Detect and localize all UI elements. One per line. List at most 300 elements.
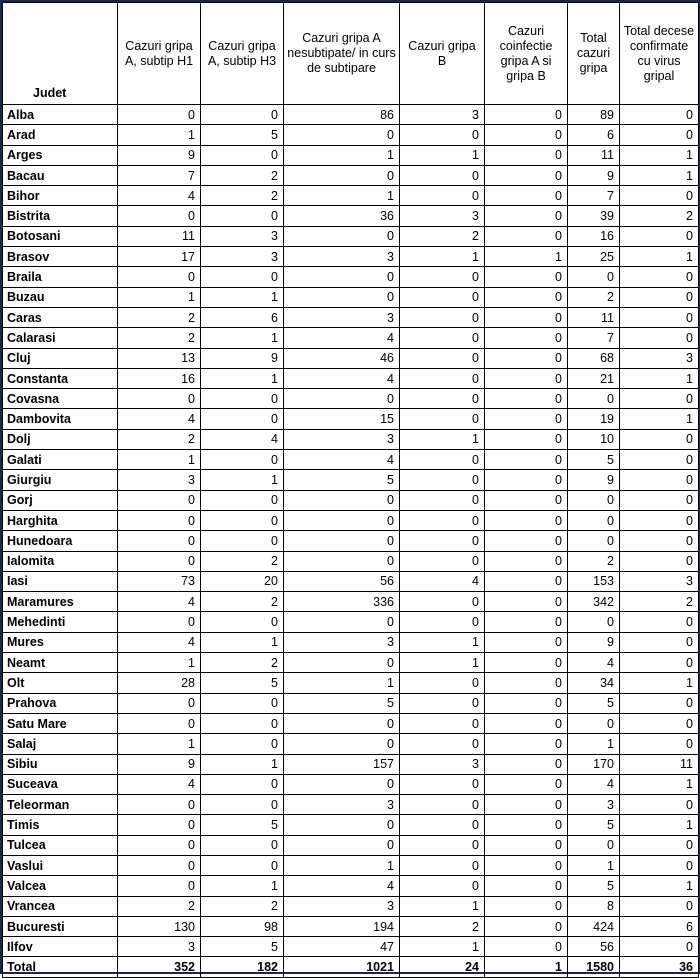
cell-coinfectie: 0: [485, 531, 568, 551]
cell-total-decese: 0: [620, 531, 699, 551]
cell-nesubtipate: 1: [284, 145, 400, 165]
cell-nesubtipate: 0: [284, 734, 400, 754]
cell-total-cazuri: 2: [568, 287, 620, 307]
table-row: [3, 937, 699, 957]
cell-h1: 9: [118, 754, 201, 774]
table-row: [3, 429, 699, 449]
cell-h1: 9: [118, 145, 201, 165]
cell-total-decese: 11: [620, 754, 699, 774]
cell-coinfectie: 0: [485, 429, 568, 449]
cell-total-decese: 0: [620, 795, 699, 815]
cell-h1: 4: [118, 186, 201, 206]
cell-judet: Gorj: [3, 490, 118, 510]
cell-coinfectie: 0: [485, 734, 568, 754]
cell-gripa-b: 0: [400, 693, 485, 713]
cell-total-decese: 1: [620, 165, 699, 185]
cell-total-cazuri: 170: [568, 754, 620, 774]
cell-total-decese: 1: [620, 247, 699, 267]
total-nesubtipate: 1021: [284, 957, 400, 977]
table-row: [3, 490, 699, 510]
table-row: [3, 165, 699, 185]
table-row: [3, 916, 699, 936]
cell-h3: 1: [201, 632, 284, 652]
cell-h3: 1: [201, 287, 284, 307]
cell-h1: 1: [118, 287, 201, 307]
cell-h3: 0: [201, 409, 284, 429]
cell-total-decese: 0: [620, 389, 699, 409]
cell-total-decese: 1: [620, 368, 699, 388]
cell-gripa-b: 0: [400, 551, 485, 571]
cell-h1: 16: [118, 368, 201, 388]
cell-total-decese: 0: [620, 490, 699, 510]
cell-gripa-b: 3: [400, 206, 485, 226]
cell-coinfectie: 0: [485, 693, 568, 713]
cell-gripa-b: 0: [400, 470, 485, 490]
cell-h3: 1: [201, 470, 284, 490]
cell-judet: Olt: [3, 673, 118, 693]
cell-total-cazuri: 0: [568, 835, 620, 855]
cell-nesubtipate: 0: [284, 389, 400, 409]
cell-gripa-b: 0: [400, 287, 485, 307]
cell-total-cazuri: 7: [568, 328, 620, 348]
cell-h3: 0: [201, 713, 284, 733]
cell-nesubtipate: 4: [284, 368, 400, 388]
cell-nesubtipate: 1: [284, 673, 400, 693]
cell-h3: 0: [201, 795, 284, 815]
cell-coinfectie: 0: [485, 307, 568, 327]
cell-nesubtipate: 0: [284, 612, 400, 632]
cell-gripa-b: 0: [400, 795, 485, 815]
cell-total-decese: 0: [620, 450, 699, 470]
table-row: [3, 510, 699, 530]
cell-judet: Tulcea: [3, 835, 118, 855]
table-row: [3, 287, 699, 307]
table-row: [3, 450, 699, 470]
cell-nesubtipate: 1: [284, 186, 400, 206]
cell-total-decese: 6: [620, 916, 699, 936]
cell-h1: 1: [118, 734, 201, 754]
cell-judet: Bacau: [3, 165, 118, 185]
cell-judet: Caras: [3, 307, 118, 327]
cell-judet: Arad: [3, 125, 118, 145]
cell-total-cazuri: 21: [568, 368, 620, 388]
cell-judet: Giurgiu: [3, 470, 118, 490]
cell-total-decese: 0: [620, 470, 699, 490]
cell-nesubtipate: 3: [284, 247, 400, 267]
header-judet: Judet: [3, 3, 118, 105]
cell-h1: 2: [118, 429, 201, 449]
cell-coinfectie: 0: [485, 105, 568, 125]
cell-gripa-b: 1: [400, 653, 485, 673]
cell-h3: 98: [201, 916, 284, 936]
cell-total-cazuri: 7: [568, 186, 620, 206]
cell-total-cazuri: 11: [568, 307, 620, 327]
cell-total-decese: 0: [620, 896, 699, 916]
table-row: [3, 612, 699, 632]
cell-coinfectie: 0: [485, 855, 568, 875]
cell-nesubtipate: 0: [284, 653, 400, 673]
cell-nesubtipate: 157: [284, 754, 400, 774]
cell-judet: Maramures: [3, 592, 118, 612]
cell-judet: Salaj: [3, 734, 118, 754]
cell-gripa-b: 0: [400, 450, 485, 470]
cell-coinfectie: 0: [485, 835, 568, 855]
cell-coinfectie: 0: [485, 876, 568, 896]
cell-h3: 0: [201, 145, 284, 165]
table-row: [3, 307, 699, 327]
cell-judet: Valcea: [3, 876, 118, 896]
cell-h1: 0: [118, 713, 201, 733]
cell-h3: 1: [201, 754, 284, 774]
cell-judet: Teleorman: [3, 795, 118, 815]
table-body: [3, 105, 699, 978]
cell-total-decese: 0: [620, 612, 699, 632]
table-row: [3, 125, 699, 145]
cell-h1: 0: [118, 531, 201, 551]
cell-coinfectie: 0: [485, 896, 568, 916]
cell-total-cazuri: 9: [568, 165, 620, 185]
cell-gripa-b: 2: [400, 916, 485, 936]
cell-h3: 2: [201, 896, 284, 916]
cell-coinfectie: 0: [485, 389, 568, 409]
header-row: [3, 3, 699, 105]
cell-total-decese: 0: [620, 510, 699, 530]
table-row: [3, 531, 699, 551]
cell-coinfectie: 0: [485, 774, 568, 794]
header-gripa-a-nesubtipate: Cazuri gripa A nesubtipate/ in curs de subtipare: [284, 3, 400, 105]
cell-coinfectie: 0: [485, 206, 568, 226]
table-row: [3, 186, 699, 206]
cell-total-decese: 0: [620, 186, 699, 206]
cell-h3: 3: [201, 247, 284, 267]
cell-judet: Dolj: [3, 429, 118, 449]
cell-h1: 0: [118, 855, 201, 875]
cell-total-decese: 1: [620, 815, 699, 835]
cell-total-cazuri: 0: [568, 267, 620, 287]
cell-coinfectie: 0: [485, 937, 568, 957]
cell-total-decese: 0: [620, 835, 699, 855]
cell-h1: 4: [118, 409, 201, 429]
cell-gripa-b: 0: [400, 835, 485, 855]
cell-h1: 0: [118, 267, 201, 287]
cell-coinfectie: 0: [485, 348, 568, 368]
table-row: [3, 713, 699, 733]
cell-nesubtipate: 4: [284, 450, 400, 470]
cell-nesubtipate: 4: [284, 876, 400, 896]
cell-h1: 0: [118, 490, 201, 510]
table-row: [3, 734, 699, 754]
cell-nesubtipate: 3: [284, 632, 400, 652]
cell-total-cazuri: 0: [568, 531, 620, 551]
cell-h3: 9: [201, 348, 284, 368]
cell-gripa-b: 0: [400, 713, 485, 733]
cell-judet: Cluj: [3, 348, 118, 368]
cell-h3: 6: [201, 307, 284, 327]
cell-total-decese: 1: [620, 876, 699, 896]
cell-nesubtipate: 36: [284, 206, 400, 226]
cell-gripa-b: 1: [400, 937, 485, 957]
table-row: [3, 145, 699, 165]
cell-total-decese: 0: [620, 551, 699, 571]
cell-h3: 0: [201, 835, 284, 855]
cell-nesubtipate: 0: [284, 510, 400, 530]
cell-gripa-b: 0: [400, 531, 485, 551]
cell-total-cazuri: 56: [568, 937, 620, 957]
cell-h1: 1: [118, 450, 201, 470]
cell-h3: 0: [201, 450, 284, 470]
cell-nesubtipate: 5: [284, 693, 400, 713]
cell-total-cazuri: 5: [568, 693, 620, 713]
cell-nesubtipate: 0: [284, 267, 400, 287]
cell-total-decese: 2: [620, 592, 699, 612]
cell-nesubtipate: 3: [284, 429, 400, 449]
cell-h3: 5: [201, 125, 284, 145]
cell-coinfectie: 0: [485, 450, 568, 470]
cell-judet: Satu Mare: [3, 713, 118, 733]
cell-h3: 0: [201, 774, 284, 794]
cell-coinfectie: 0: [485, 470, 568, 490]
cell-judet: Prahova: [3, 693, 118, 713]
cell-total-decese: 1: [620, 774, 699, 794]
cell-coinfectie: 0: [485, 409, 568, 429]
cell-h1: 0: [118, 693, 201, 713]
flu-cases-table: [2, 2, 699, 978]
cell-judet: Neamt: [3, 653, 118, 673]
header-gripa-a-h1: Cazuri gripa A, subtip H1: [118, 3, 201, 105]
table-row: [3, 551, 699, 571]
cell-gripa-b: 0: [400, 307, 485, 327]
cell-h1: 13: [118, 348, 201, 368]
cell-total-decese: 0: [620, 632, 699, 652]
cell-judet: Calarasi: [3, 328, 118, 348]
cell-gripa-b: 1: [400, 145, 485, 165]
cell-total-decese: 0: [620, 267, 699, 287]
cell-total-decese: 0: [620, 937, 699, 957]
cell-judet: Braila: [3, 267, 118, 287]
cell-judet: Covasna: [3, 389, 118, 409]
cell-gripa-b: 0: [400, 389, 485, 409]
cell-total-cazuri: 0: [568, 713, 620, 733]
cell-coinfectie: 0: [485, 916, 568, 936]
cell-h3: 0: [201, 206, 284, 226]
table-row: [3, 348, 699, 368]
table-row: [3, 632, 699, 652]
cell-h1: 0: [118, 389, 201, 409]
table-row: [3, 592, 699, 612]
cell-total-cazuri: 9: [568, 470, 620, 490]
cell-judet: Harghita: [3, 510, 118, 530]
table-row: [3, 470, 699, 490]
table-row: [3, 206, 699, 226]
total-total-decese: 36: [620, 957, 699, 977]
cell-gripa-b: 0: [400, 409, 485, 429]
cell-judet: Brasov: [3, 247, 118, 267]
cell-gripa-b: 1: [400, 896, 485, 916]
cell-h1: 7: [118, 165, 201, 185]
cell-h1: 73: [118, 571, 201, 591]
cell-gripa-b: 3: [400, 754, 485, 774]
cell-nesubtipate: 0: [284, 165, 400, 185]
table-row: [3, 389, 699, 409]
cell-gripa-b: 0: [400, 774, 485, 794]
cell-judet: Arges: [3, 145, 118, 165]
total-h3: 182: [201, 957, 284, 977]
header-gripa-b: Cazuri gripa B: [400, 3, 485, 105]
cell-nesubtipate: 46: [284, 348, 400, 368]
table-row: [3, 774, 699, 794]
cell-h1: 0: [118, 815, 201, 835]
cell-h3: 2: [201, 165, 284, 185]
cell-total-cazuri: 89: [568, 105, 620, 125]
cell-nesubtipate: 0: [284, 551, 400, 571]
cell-coinfectie: 0: [485, 815, 568, 835]
cell-nesubtipate: 0: [284, 287, 400, 307]
cell-h1: 0: [118, 206, 201, 226]
total-total-cazuri: 1580: [568, 957, 620, 977]
table-row: [3, 795, 699, 815]
cell-gripa-b: 1: [400, 247, 485, 267]
cell-total-cazuri: 5: [568, 876, 620, 896]
cell-total-cazuri: 5: [568, 815, 620, 835]
cell-total-decese: 0: [620, 105, 699, 125]
cell-total-decese: 3: [620, 348, 699, 368]
cell-gripa-b: 1: [400, 429, 485, 449]
cell-judet: Mures: [3, 632, 118, 652]
cell-total-decese: 1: [620, 145, 699, 165]
cell-total-cazuri: 39: [568, 206, 620, 226]
cell-total-cazuri: 1: [568, 855, 620, 875]
table-row: [3, 673, 699, 693]
cell-gripa-b: 0: [400, 855, 485, 875]
cell-h3: 1: [201, 876, 284, 896]
cell-total-cazuri: 4: [568, 774, 620, 794]
cell-judet: Galati: [3, 450, 118, 470]
cell-judet: Sibiu: [3, 754, 118, 774]
cell-judet: Dambovita: [3, 409, 118, 429]
cell-total-cazuri: 8: [568, 896, 620, 916]
table-row: [3, 328, 699, 348]
cell-nesubtipate: 4: [284, 328, 400, 348]
cell-judet: Mehedinti: [3, 612, 118, 632]
cell-total-decese: 2: [620, 206, 699, 226]
cell-judet: Iasi: [3, 571, 118, 591]
cell-total-cazuri: 424: [568, 916, 620, 936]
cell-gripa-b: 0: [400, 815, 485, 835]
cell-nesubtipate: 3: [284, 795, 400, 815]
cell-nesubtipate: 86: [284, 105, 400, 125]
cell-total-cazuri: 25: [568, 247, 620, 267]
cell-nesubtipate: 0: [284, 531, 400, 551]
cell-h3: 20: [201, 571, 284, 591]
cell-h1: 3: [118, 470, 201, 490]
cell-judet: Bihor: [3, 186, 118, 206]
cell-coinfectie: 0: [485, 632, 568, 652]
table-row: [3, 815, 699, 835]
table-row: [3, 226, 699, 246]
cell-coinfectie: 0: [485, 186, 568, 206]
table-row: [3, 835, 699, 855]
cell-judet: Ialomita: [3, 551, 118, 571]
cell-nesubtipate: 5: [284, 470, 400, 490]
cell-h1: 4: [118, 592, 201, 612]
header-total-decese: Total decese confirmate cu virus gripal: [620, 3, 699, 105]
cell-nesubtipate: 194: [284, 916, 400, 936]
cell-nesubtipate: 0: [284, 815, 400, 835]
cell-h3: 0: [201, 389, 284, 409]
header-total-cazuri: Total cazuri gripa: [568, 3, 620, 105]
cell-total-decese: 0: [620, 429, 699, 449]
header-gripa-a-h3: Cazuri gripa A, subtip H3: [201, 3, 284, 105]
cell-coinfectie: 0: [485, 592, 568, 612]
cell-coinfectie: 0: [485, 145, 568, 165]
cell-total-cazuri: 19: [568, 409, 620, 429]
cell-h3: 0: [201, 531, 284, 551]
cell-h3: 0: [201, 734, 284, 754]
cell-judet: Ilfov: [3, 937, 118, 957]
table-row: [3, 267, 699, 287]
cell-total-decese: 0: [620, 328, 699, 348]
cell-coinfectie: 0: [485, 612, 568, 632]
cell-total-decese: 0: [620, 734, 699, 754]
cell-gripa-b: 2: [400, 226, 485, 246]
cell-h3: 0: [201, 855, 284, 875]
table-row: [3, 368, 699, 388]
cell-judet: Constanta: [3, 368, 118, 388]
cell-h3: 4: [201, 429, 284, 449]
cell-h3: 2: [201, 592, 284, 612]
cell-gripa-b: 0: [400, 734, 485, 754]
cell-h3: 5: [201, 937, 284, 957]
cell-coinfectie: 0: [485, 490, 568, 510]
cell-h3: 2: [201, 653, 284, 673]
cell-h3: 5: [201, 815, 284, 835]
table-row: [3, 105, 699, 125]
cell-h1: 130: [118, 916, 201, 936]
cell-total-decese: 0: [620, 125, 699, 145]
cell-total-decese: 0: [620, 307, 699, 327]
table-row: [3, 754, 699, 774]
cell-total-decese: 0: [620, 287, 699, 307]
cell-judet: Buzau: [3, 287, 118, 307]
cell-coinfectie: 0: [485, 165, 568, 185]
cell-nesubtipate: 56: [284, 571, 400, 591]
cell-judet: Vrancea: [3, 896, 118, 916]
cell-nesubtipate: 15: [284, 409, 400, 429]
cell-total-cazuri: 11: [568, 145, 620, 165]
cell-total-decese: 0: [620, 226, 699, 246]
cell-h1: 1: [118, 653, 201, 673]
cell-h3: 0: [201, 105, 284, 125]
cell-total-cazuri: 4: [568, 653, 620, 673]
cell-coinfectie: 0: [485, 653, 568, 673]
cell-judet: Timis: [3, 815, 118, 835]
cell-h3: 2: [201, 551, 284, 571]
cell-h1: 0: [118, 551, 201, 571]
cell-coinfectie: 0: [485, 795, 568, 815]
cell-h1: 3: [118, 937, 201, 957]
cell-coinfectie: 0: [485, 328, 568, 348]
cell-gripa-b: 0: [400, 348, 485, 368]
cell-coinfectie: 1: [485, 247, 568, 267]
cell-h1: 2: [118, 307, 201, 327]
cell-coinfectie: 0: [485, 754, 568, 774]
cell-nesubtipate: 0: [284, 125, 400, 145]
cell-h1: 4: [118, 774, 201, 794]
cell-h1: 0: [118, 510, 201, 530]
cell-total-decese: 3: [620, 571, 699, 591]
cell-h3: 3: [201, 226, 284, 246]
cell-h3: 0: [201, 693, 284, 713]
